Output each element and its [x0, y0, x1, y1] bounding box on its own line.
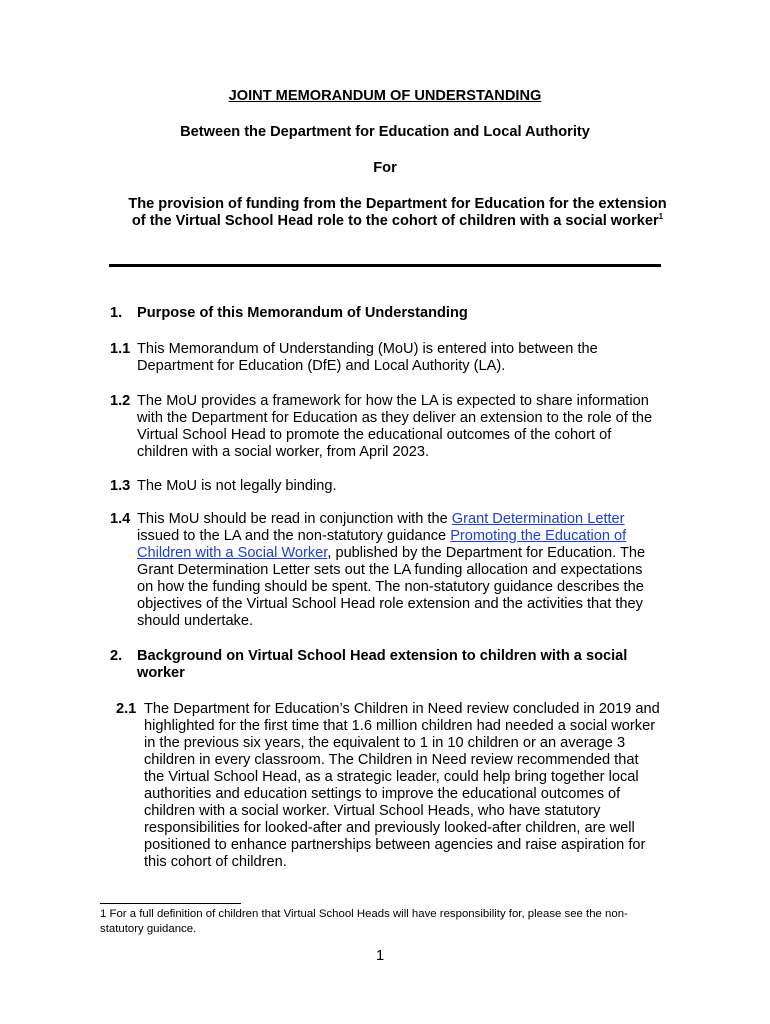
- promoting-education-guidance-link[interactable]: Promoting the Education of Children with a Social Worker: [137, 528, 627, 561]
- paragraph-number: 1.1: [110, 341, 131, 357]
- paragraph-text-segment: issued to the LA and the non-statutory guidance: [137, 528, 451, 544]
- paragraph-number: 1.4: [110, 511, 131, 527]
- paragraph-1-2: [110, 393, 662, 461]
- paragraph-text-segment: This MoU should be read in conjunction with the: [137, 511, 452, 527]
- title-divider: [109, 264, 661, 267]
- paragraph-2-1: [116, 701, 662, 871]
- section-1-heading: [110, 305, 670, 322]
- footnote: 1 For a full definition of children that Virtual School Heads will have responsibility for, please see the non-statutory guidance.: [100, 908, 628, 935]
- paragraph-text: [137, 511, 662, 630]
- paragraph-number: 1.2: [110, 393, 131, 409]
- paragraph-1-3: [110, 478, 662, 495]
- paragraph-text: The MoU is not legally binding.: [137, 478, 337, 494]
- paragraph-number: 2.1: [116, 701, 137, 717]
- provision-text: The provision of funding from the Department for Education for the extension of the Virtual School Head role to the cohort of children with a social worker: [128, 196, 667, 229]
- section-heading-text: Purpose of this Memorandum of Understanding: [137, 305, 468, 321]
- footnote-reference[interactable]: 1: [658, 212, 664, 221]
- paragraph-text: This Memorandum of Understanding (MoU) is entered into between the Department for Education (DfE) and Local Authority (LA).: [137, 341, 598, 374]
- paragraph-1-1: [110, 341, 662, 375]
- document-subtitle: Between the Department for Education and Local Authority: [180, 124, 590, 140]
- page-number: 1: [375, 948, 385, 964]
- footnote-separator: [100, 903, 241, 904]
- document-for-line: For: [373, 160, 397, 176]
- paragraph-text-segment: , published by the Department for Education. The Grant Determination Letter sets out the LA funding allocation and expectations on how the funding should be spent. The non-statutory guidance describes the objectives of the Virtual School Head role extension and the activities that they should undertake.: [137, 545, 646, 629]
- section-2-heading: [110, 648, 670, 682]
- document-title: JOINT MEMORANDUM OF UNDERSTANDING: [228, 88, 542, 104]
- section-heading-text: Background on Virtual School Head extension to children with a social worker: [137, 648, 628, 681]
- section-number: 1.: [110, 305, 123, 321]
- paragraph-text: The Department for Education’s Children in Need review concluded in 2019 and highlighted for the first time that 1.6 million children had needed a social worker in the previous six years, the equivalent to 1 in 10 children or an average 3 children in every classroom. The Children in Need review recommended that the Virtual School Head, as a strategic leader, could help bring together local authorities and education settings to improve the educational outcomes of children with a social worker. Virtual School Heads, who have statutory responsibilities for looked-after and previously looked-after children, are well positioned to enhance partnerships between agencies and raise aspiration for this cohort of children.: [144, 701, 660, 870]
- grant-determination-letter-link[interactable]: Grant Determination Letter: [451, 511, 625, 527]
- paragraph-1-4: [110, 511, 662, 630]
- paragraph-number: 1.3: [110, 478, 131, 494]
- document-provision-statement: [125, 196, 670, 230]
- paragraph-text: The MoU provides a framework for how the LA is expected to share information with the Department for Education as they deliver an extension to the role of the Virtual School Head to promote the educational outcomes of the cohort of children with a social worker, from April 2023.: [137, 393, 653, 460]
- section-number: 2.: [110, 648, 123, 664]
